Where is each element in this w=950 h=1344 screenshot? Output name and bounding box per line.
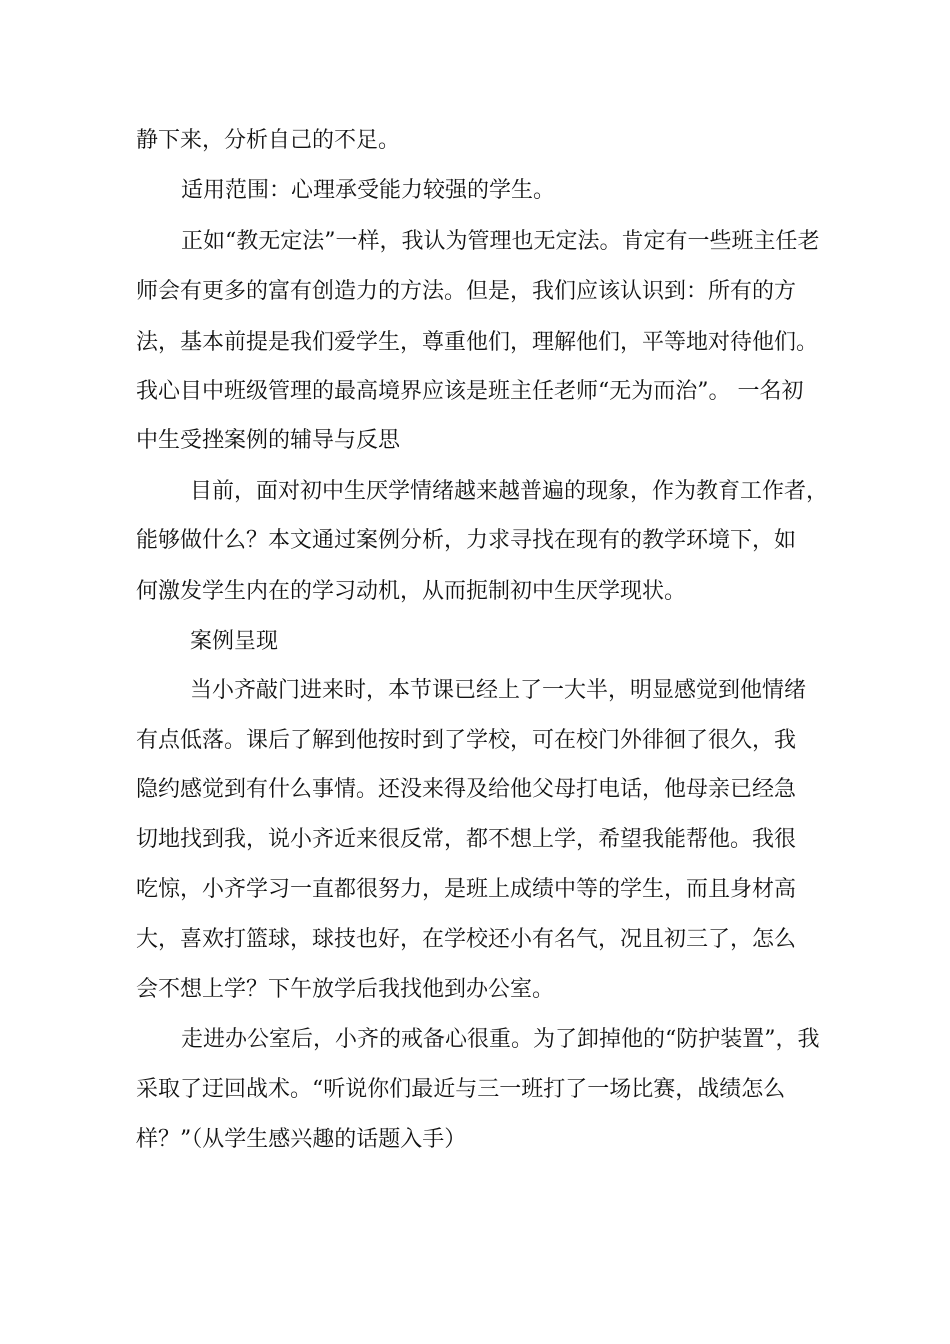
text-line-18: 会不想上学？下午放学后我找他到办公室。: [136, 977, 555, 1002]
text-line-14: 隐约感觉到有什么事情。还没来得及给他父母打电话，他母亲已经急: [136, 777, 797, 802]
text-line-1: 静下来，分析自己的不足。: [136, 128, 401, 153]
text-line-12: 当小齐敲门进来时，本节课已经上了一大半，明显感觉到他情绪: [190, 678, 807, 703]
text-line-8: 目前，面对初中生厌学情绪越来越普遍的现象，作为教育工作者，: [190, 479, 829, 504]
text-line-21: 样？”（从学生感兴趣的话题入手）: [136, 1127, 467, 1152]
text-line-3: 正如“教无定法”一样，我认为管理也无定法。肯定有一些班主任老: [181, 229, 820, 254]
text-line-9: 能够做什么？本文通过案例分析，力求寻找在现有的教学环境下，如: [136, 528, 797, 553]
text-line-17: 大，喜欢打篮球，球技也好，在学校还小有名气，况且初三了，怎么: [136, 927, 797, 952]
text-line-2: 适用范围：心理承受能力较强的学生。: [181, 178, 556, 203]
text-line-16: 吃惊，小齐学习一直都很努力，是班上成绩中等的学生，而且身材高: [136, 877, 797, 902]
text-line-15: 切地找到我，说小齐近来很反常，都不想上学，希望我能帮他。我很: [136, 827, 797, 852]
section-heading: 案例呈现: [190, 629, 279, 654]
text-line-5: 法，基本前提是我们爱学生，尊重他们，理解他们，平等地对待他们。: [136, 330, 819, 355]
text-line-10: 何激发学生内在的学习动机，从而扼制初中生厌学现状。: [136, 579, 687, 604]
text-line-4: 师会有更多的富有创造力的方法。但是，我们应该认识到：所有的方: [136, 279, 797, 304]
text-line-20: 采取了迂回战术。“听说你们最近与三一班打了一场比赛，战绩怎么: [136, 1077, 786, 1102]
text-line-7: 中生受挫案例的辅导与反思: [136, 428, 401, 453]
text-line-19: 走进办公室后，小齐的戒备心很重。为了卸掉他的“防护装置”，我: [181, 1027, 820, 1052]
text-line-13: 有点低落。课后了解到他按时到了学校，可在校门外徘徊了很久，我: [136, 728, 797, 753]
text-line-6: 我心目中班级管理的最高境界应该是班主任老师“无为而治”。 一名初: [136, 379, 804, 404]
